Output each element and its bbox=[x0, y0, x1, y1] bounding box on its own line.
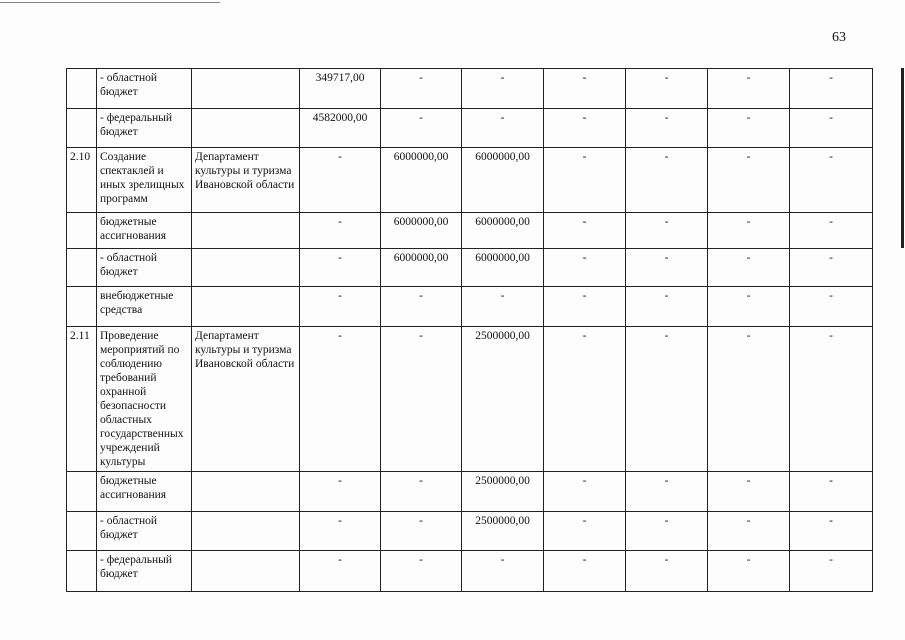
value-cell: 2500000,00 bbox=[462, 327, 544, 472]
value-cell: - bbox=[626, 249, 708, 287]
value-cell: 2500000,00 bbox=[462, 512, 544, 551]
value-cell: - bbox=[544, 109, 626, 148]
value-cell: 6000000,00 bbox=[381, 148, 462, 213]
value-cell: - bbox=[544, 69, 626, 109]
value-cell: - bbox=[544, 327, 626, 472]
row-number: 2.11 bbox=[67, 327, 97, 472]
value-cell: - bbox=[300, 213, 381, 249]
value-cell: - bbox=[544, 551, 626, 592]
value-cell: - bbox=[708, 69, 790, 109]
row-executor bbox=[192, 109, 300, 148]
value-cell: - bbox=[462, 287, 544, 327]
value-cell: - bbox=[790, 148, 873, 213]
value-cell: - bbox=[626, 512, 708, 551]
value-cell: - bbox=[626, 551, 708, 592]
value-cell: - bbox=[790, 287, 873, 327]
row-executor bbox=[192, 512, 300, 551]
row-number bbox=[67, 472, 97, 512]
table-row bbox=[67, 327, 873, 472]
value-cell: - bbox=[300, 472, 381, 512]
value-cell: 349717,00 bbox=[300, 69, 381, 109]
table-row bbox=[67, 472, 873, 512]
value-cell: - bbox=[544, 213, 626, 249]
value-cell: - bbox=[544, 249, 626, 287]
row-number bbox=[67, 512, 97, 551]
row-executor: Департамент культуры и туризма Ивановской области bbox=[192, 148, 300, 213]
row-number bbox=[67, 287, 97, 327]
value-cell: - bbox=[708, 109, 790, 148]
row-number bbox=[67, 69, 97, 109]
value-cell: 6000000,00 bbox=[381, 213, 462, 249]
row-number bbox=[67, 213, 97, 249]
value-cell: - bbox=[626, 69, 708, 109]
value-cell: - bbox=[544, 287, 626, 327]
value-cell: - bbox=[626, 148, 708, 213]
row-number bbox=[67, 551, 97, 592]
value-cell: - bbox=[462, 109, 544, 148]
value-cell: 6000000,00 bbox=[381, 249, 462, 287]
value-cell: 6000000,00 bbox=[462, 148, 544, 213]
value-cell: 2500000,00 bbox=[462, 472, 544, 512]
page-number: 63 bbox=[832, 30, 846, 45]
value-cell: - bbox=[790, 69, 873, 109]
value-cell: - bbox=[708, 213, 790, 249]
value-cell: 4582000,00 bbox=[300, 109, 381, 148]
row-name: Проведение мероприятий по соблюдению требований охранной безопасности областных государственных учреждений культуры bbox=[97, 327, 192, 472]
value-cell: - bbox=[300, 249, 381, 287]
row-name: - областной бюджет bbox=[97, 69, 192, 109]
value-cell: - bbox=[708, 551, 790, 592]
value-cell: - bbox=[708, 148, 790, 213]
table-row bbox=[67, 148, 873, 213]
row-number bbox=[67, 109, 97, 148]
row-name: бюджетные ассигнования bbox=[97, 472, 192, 512]
row-number: 2.10 bbox=[67, 148, 97, 213]
row-name: Создание спектаклей и иных зрелищных программ bbox=[97, 148, 192, 213]
value-cell: - bbox=[300, 287, 381, 327]
value-cell: - bbox=[708, 327, 790, 472]
table-row bbox=[67, 551, 873, 592]
value-cell: - bbox=[544, 472, 626, 512]
row-executor bbox=[192, 287, 300, 327]
row-number bbox=[67, 249, 97, 287]
value-cell: - bbox=[626, 287, 708, 327]
scan-edge-line bbox=[0, 2, 220, 3]
row-name: бюджетные ассигнования bbox=[97, 213, 192, 249]
value-cell: - bbox=[381, 327, 462, 472]
value-cell: - bbox=[790, 249, 873, 287]
row-name: - федеральный бюджет bbox=[97, 551, 192, 592]
table-row bbox=[67, 213, 873, 249]
row-executor bbox=[192, 213, 300, 249]
value-cell: - bbox=[381, 287, 462, 327]
value-cell: - bbox=[300, 148, 381, 213]
table-row bbox=[67, 287, 873, 327]
table-row bbox=[67, 249, 873, 287]
value-cell: - bbox=[626, 327, 708, 472]
scan-edge-mark bbox=[901, 68, 904, 248]
value-cell: - bbox=[790, 327, 873, 472]
value-cell: - bbox=[300, 551, 381, 592]
value-cell: - bbox=[790, 472, 873, 512]
value-cell: - bbox=[381, 69, 462, 109]
value-cell: - bbox=[300, 327, 381, 472]
value-cell: - bbox=[790, 512, 873, 551]
row-name: - областной бюджет bbox=[97, 512, 192, 551]
row-executor bbox=[192, 472, 300, 512]
table-row bbox=[67, 109, 873, 148]
row-executor bbox=[192, 551, 300, 592]
value-cell: 6000000,00 bbox=[462, 249, 544, 287]
row-name: внебюджетные средства bbox=[97, 287, 192, 327]
row-name: - областной бюджет bbox=[97, 249, 192, 287]
value-cell: - bbox=[626, 213, 708, 249]
row-name: - федеральный бюджет bbox=[97, 109, 192, 148]
table-row bbox=[67, 512, 873, 551]
value-cell: - bbox=[544, 512, 626, 551]
value-cell: - bbox=[381, 512, 462, 551]
row-executor: Департамент культуры и туризма Ивановской области bbox=[192, 327, 300, 472]
row-executor bbox=[192, 249, 300, 287]
value-cell: - bbox=[544, 148, 626, 213]
row-executor bbox=[192, 69, 300, 109]
value-cell: - bbox=[462, 69, 544, 109]
value-cell: - bbox=[626, 109, 708, 148]
table-row bbox=[67, 69, 873, 109]
value-cell: - bbox=[708, 249, 790, 287]
value-cell: 6000000,00 bbox=[462, 213, 544, 249]
value-cell: - bbox=[462, 551, 544, 592]
value-cell: - bbox=[300, 512, 381, 551]
value-cell: - bbox=[626, 472, 708, 512]
value-cell: - bbox=[790, 213, 873, 249]
value-cell: - bbox=[708, 512, 790, 551]
value-cell: - bbox=[790, 109, 873, 148]
value-cell: - bbox=[381, 551, 462, 592]
value-cell: - bbox=[381, 109, 462, 148]
value-cell: - bbox=[381, 472, 462, 512]
value-cell: - bbox=[708, 287, 790, 327]
value-cell: - bbox=[708, 472, 790, 512]
value-cell: - bbox=[790, 551, 873, 592]
budget-table bbox=[66, 68, 873, 592]
